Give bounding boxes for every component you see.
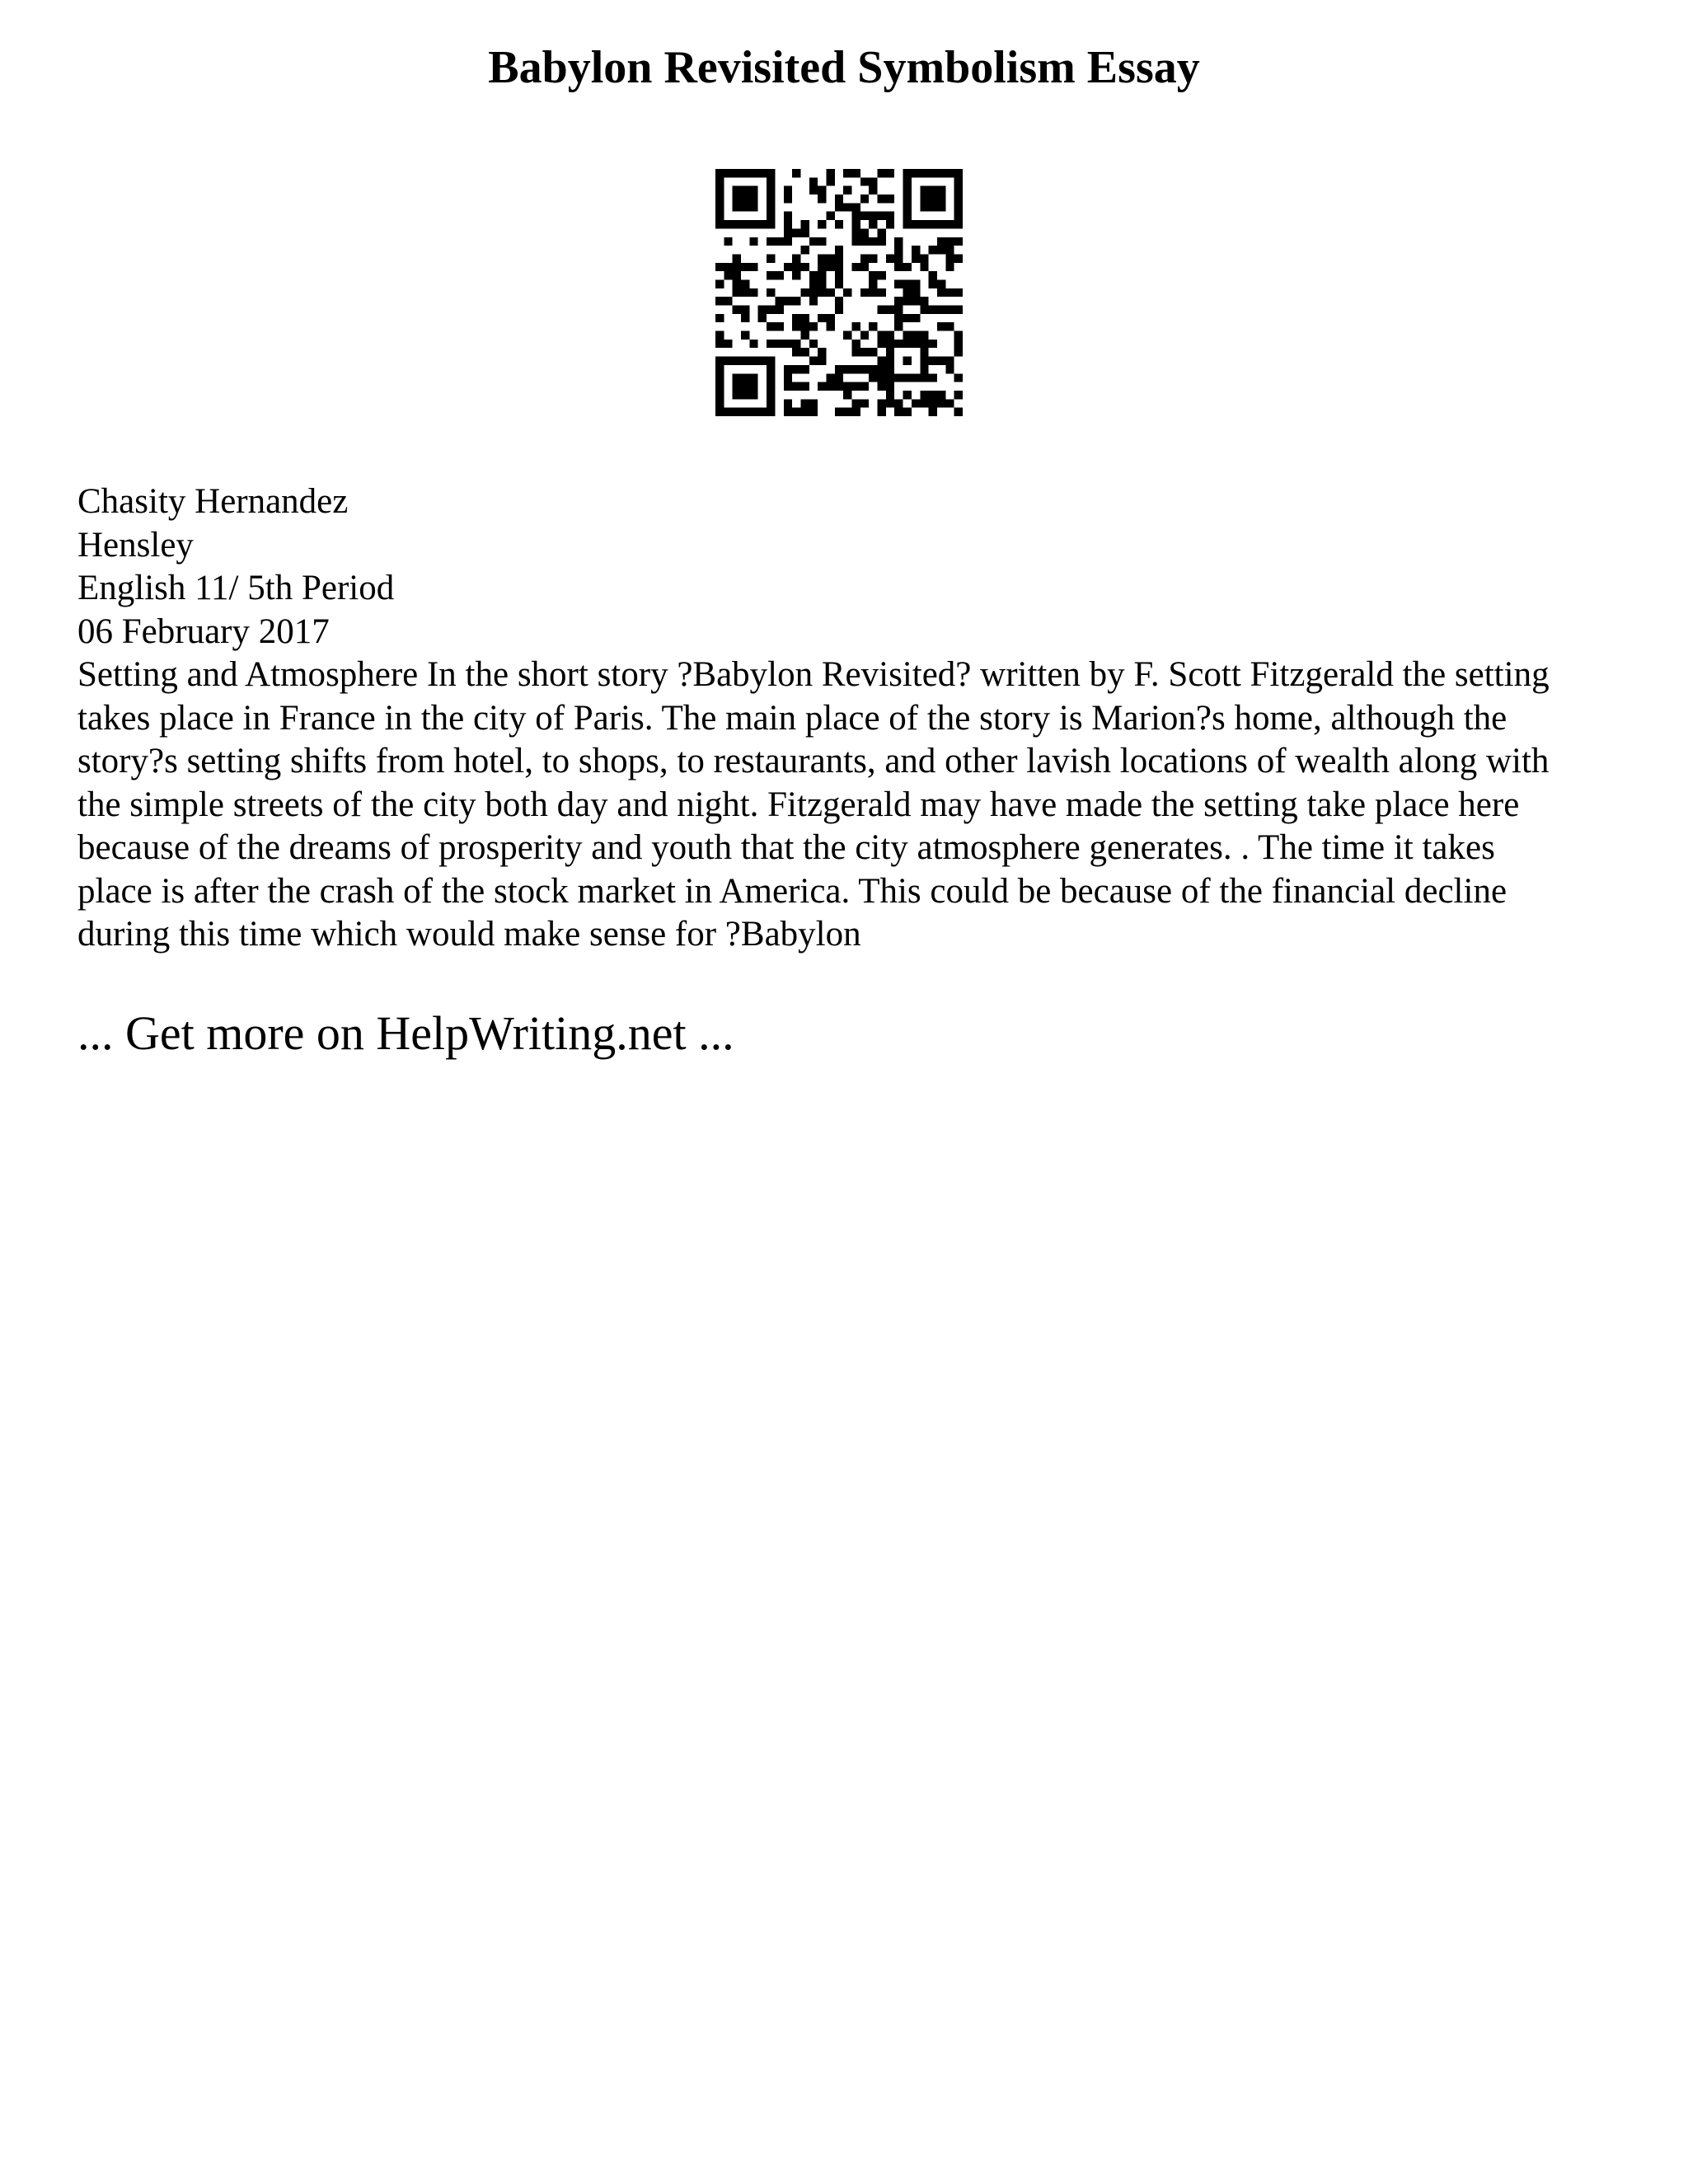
essay-body: Setting and Atmosphere In the short story ?Babylon Revisited? written by F. Scott Fitzgerald the setting takes place in France in the city of Paris. The main place of the story is Marion?s home, although the story?s setting shifts from hotel, to shops, to restaurants, and other lavish locations of wealth along with the simple streets of the city both day and night. Fitzgerald may have made the setting take place here because of the dreams of prosperity and youth that the city atmosphere generates. . The time it takes place is after the crash of the stock market in America. This could be because of the financial decline during this time which would make sense for ?Babylon [77,655,1550,954]
qr-code-graphic [715,169,963,416]
author-name: Chasity Hernandez [77,482,349,521]
helpwriting-link[interactable]: ... Get more on HelpWriting.net ... [77,1006,734,1060]
course-period: English 11/ 5th Period [77,569,395,607]
essay-content [77,480,1611,957]
qr-code-icon[interactable] [715,169,963,416]
essay-date: 06 February 2017 [77,612,330,651]
document-title: Babylon Revisited Symbolism Essay [488,42,1200,93]
teacher-name: Hensley [77,525,194,565]
